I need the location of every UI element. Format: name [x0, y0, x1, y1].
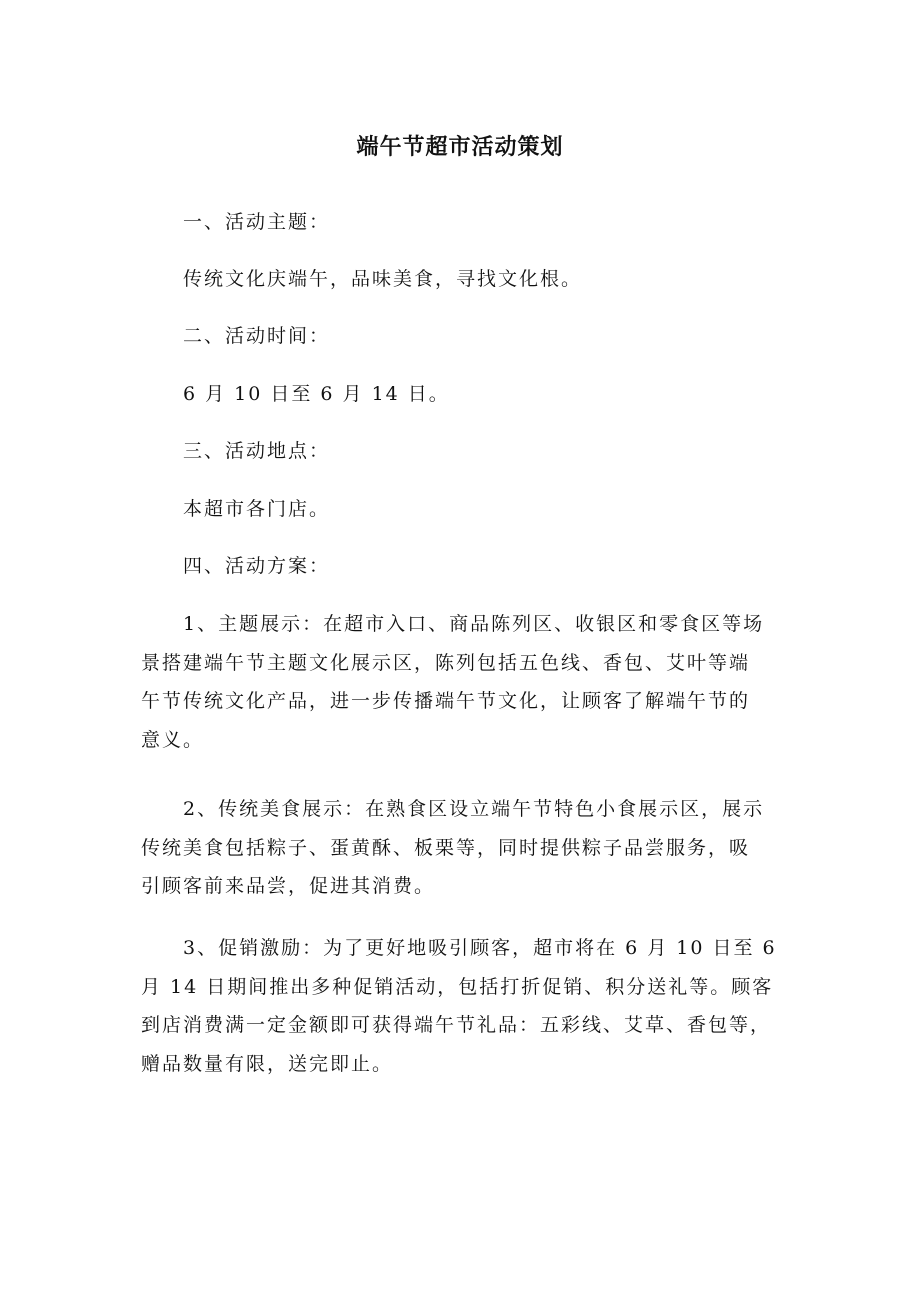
section-heading-plan: 四、活动方案：	[183, 555, 331, 577]
paragraph-line: 午节传统文化产品，进一步传播端午节文化，让顾客了解端午节的	[141, 690, 751, 712]
section-body-theme: 传统文化庆端午，品味美食，寻找文化根。	[183, 268, 583, 290]
paragraph-line: 2、传统美食展示：在熟食区设立端午节特色小食展示区，展示	[183, 798, 765, 820]
paragraph-line: 引顾客前来品尝，促进其消费。	[141, 875, 436, 897]
plan-item-food-display	[141, 790, 801, 906]
section-heading-theme: 一、活动主题：	[183, 211, 331, 233]
plan-item-promotion	[141, 929, 801, 1083]
section-body-time: 6 月 10 日至 6 月 14 日。	[183, 383, 450, 405]
paragraph-line: 意义。	[141, 728, 205, 751]
paragraph-line: 1、主题展示：在超市入口、商品陈列区、收银区和零食区等场	[183, 613, 765, 635]
plan-item-theme-display	[141, 605, 801, 759]
paragraph-line: 景搭建端午节主题文化展示区，陈列包括五色线、香包、艾叶等端	[141, 651, 751, 674]
document-title: 端午节超市活动策划	[356, 135, 564, 160]
paragraph-line: 到店消费满一定金额即可获得端午节礼品：五彩线、艾草、香包等，	[141, 1014, 772, 1036]
section-heading-location: 三、活动地点：	[183, 440, 331, 462]
section-body-location: 本超市各门店。	[183, 498, 331, 520]
paragraph-line: 3、促销激励：为了更好地吸引顾客，超市将在 6 月 10 日至 6	[183, 937, 777, 959]
section-heading-time: 二、活动时间：	[183, 325, 331, 347]
paragraph-line: 月 14 日期间推出多种促销活动，包括打折促销、积分送礼等。顾客	[141, 975, 774, 998]
paragraph-line: 传统美食包括粽子、蛋黄酥、板栗等，同时提供粽子品尝服务，吸	[141, 836, 751, 859]
paragraph-line: 赠品数量有限，送完即止。	[141, 1052, 394, 1075]
